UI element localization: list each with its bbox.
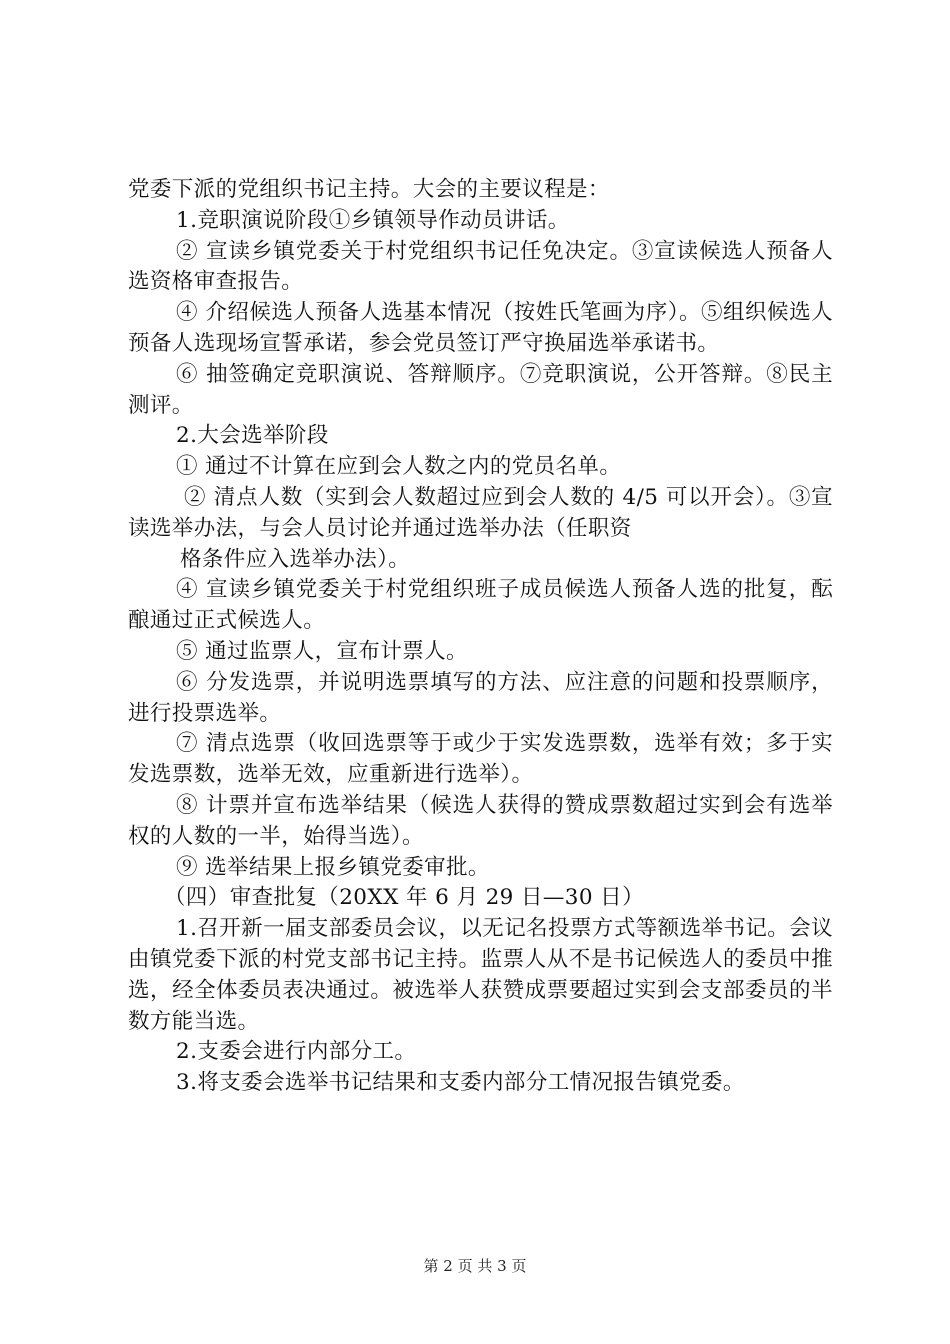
paragraph-stage-2: 2.大会选举阶段 xyxy=(176,423,329,449)
paragraph-item-4-5: ④ 介绍候选人预备人选基本情况（按姓氏笔画为序）。⑤组织候选人预备人选现场宣誓承诺，参会党员签订严守换届选举承诺书。 xyxy=(128,300,833,356)
paragraph-vote-item-1: ① 通过不计算在应到会人数之内的党员名单。 xyxy=(176,454,622,480)
page-number-footer: 第 2 页 共 3 页 xyxy=(423,1257,527,1275)
paragraph-review-2: 2.支委会进行内部分工。 xyxy=(176,1039,417,1065)
paragraph-vote-item-8: ⑧ 计票并宣布选举结果（候选人获得的赞成票数超过实到会有选举权的人数的一半，始得当选）。 xyxy=(128,792,833,849)
paragraph-item-2-3: ② 宣读乡镇党委关于村党组织书记任免决定。③宣读候选人预备人选资格审查报告。 xyxy=(128,238,833,295)
section-heading-review: （四）审查批复（20XX 年 6 月 29 日—30 日） xyxy=(164,885,644,911)
paragraph-vote-item-5: ⑤ 通过监票人，宣布计票人。 xyxy=(176,638,468,664)
paragraph-vote-item-3-continued: 格条件应入选举办法）。 xyxy=(180,546,411,572)
paragraph-vote-item-2-3: ② 清点人数（实到会人数超过应到会人数的 4/5 可以开会）。③宣读选举办法，与会人员讨论并通过选举办法（任职资 xyxy=(128,484,833,541)
paragraph-vote-item-7: ⑦ 清点选票（收回选票等于或少于实发选票数，选举有效；多于实发选票数，选举无效，应重新进行选举）。 xyxy=(128,731,833,788)
paragraph-review-1: 1.召开新一届支部委员会议，以无记名投票方式等额选举书记。会议由镇党委下派的村党支部书记主持。监票人从不是书记候选人的委员中推选，经全体委员表决通过。被选举人获赞成票要超过实到会支部委员的半数方能当选。 xyxy=(128,916,833,1034)
paragraph-continuation: 党委下派的党组织书记主持。大会的主要议程是： xyxy=(128,177,610,202)
paragraph-stage-1: 1.竞职演说阶段①乡镇领导作动员讲话。 xyxy=(176,207,570,233)
paragraph-vote-item-9: ⑨ 选举结果上报乡镇党委审批。 xyxy=(176,854,490,880)
paragraph-vote-item-4: ④ 宣读乡镇党委关于村党组织班子成员候选人预备人选的批复，酝酿通过正式候选人。 xyxy=(128,577,833,634)
paragraph-review-3: 3.将支委会选举书记结果和支委内部分工情况报告镇党委。 xyxy=(176,1070,745,1096)
paragraph-item-6-8: ⑥ 抽签确定竞职演说、答辩顺序。⑦竞职演说，公开答辩。⑧民主测评。 xyxy=(128,361,833,418)
document-body xyxy=(128,175,833,1099)
paragraph-vote-item-6: ⑥ 分发选票，并说明选票填写的方法、应注意的问题和投票顺序，进行投票选举。 xyxy=(128,669,833,726)
